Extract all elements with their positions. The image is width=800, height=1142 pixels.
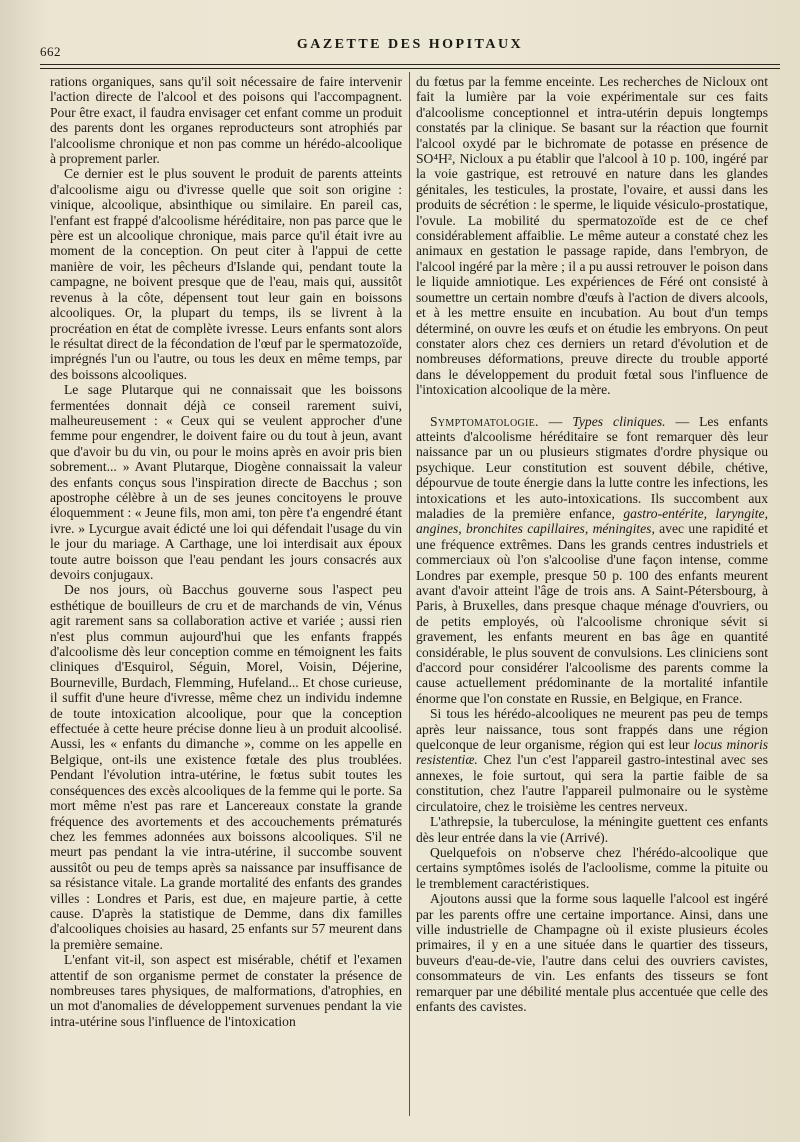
- header-rule: [40, 64, 780, 65]
- paragraph: Ce dernier est le plus souvent le produit de parents atteints d'alcoolisme aigu ou d'ivresse quelle que soit son origine : vinique, alcoolique, absinthique ou similaire. En pareil cas, l'enfant est frappé d'alcoolisme héréditaire, non pas parce que le père est un alcoolique chronique, mais parce qu'il était ivre au moment de la conception. On peut citer à l'appui de cette manière de voir, les pêcheurs d'Islande qui, pendant toute la campagne, ne boivent presque que de l'eau, mais qui, aussitôt revenus à la côte, dépensent tout leur gain en boissons alcooliques. Or, la plupart du temps, ils se livrent à la procréation en état de complète ivresse. Leurs enfants sont alors le résultat direct de la fécondation de l'œuf par le spermatozoïde, imprégnés l'un ou l'autre, ou tous les deux en même temps, par des boissons alcooliques.: [50, 166, 402, 382]
- paragraph: du fœtus par la femme enceinte. Les recherches de Nicloux ont fait la lumière par la voie expérimentale sur ces faits d'alcoolisme conceptionnel et intra-utérin depuis longtemps constatés par la clinique. Se basant sur la réaction que fournit l'alcool oxydé par le bichromate de potasse en présence de SO⁴H², Nicloux a pu établir que l'alcool à 10 p. 100, ingéré par la voie gastrique, est retrouvé en nature dans les glandes génitales, les testicules, la prostate, l'ovaire, et aussi dans les produits de sécrétion : le sperme, le liquide vésiculo-prostatique, l'ovule. La mobilité du spermatozoïde est de ce chef considérablement affaiblie. Le même auteur a constaté chez les animaux en gestation le passage rapide, dans l'embryon, de l'alcool ingéré par la mère ; il a pu aussi retrouver le poison dans le liquide amniotique. Les expériences de Féré ont consisté à soumettre un certain nombre d'œufs à l'action de divers alcools, et à les mettre ensuite en incubation. Au bout d'un temps déterminé, on ouvre les œufs et on étudie les embryons. On peut constater alors chez ces derniers un retard d'évolution et de nombreuses déformations, preuve directe du trouble apporté dans le développement du produit fœtal sous l'influence de l'intoxication alcoolique de la mère.: [416, 74, 768, 398]
- section-text: — Les enfants atteints d'alcoolisme héréditaire se font remarquer dès leur naissance par un ou plusieurs stigmates d'ordre physique ou psychique. Leur constitution est souvent débile, chétive, dépourvue de toute énergie dans la lutte contre les infections, les intoxications et les auto-intoxications. Ils succombent aux maladies de la première enfance,: [416, 413, 768, 521]
- right-column: [416, 74, 768, 1014]
- paragraph: L'enfant vit-il, son aspect est misérable, chétif et l'examen attentif de son organisme permet de constater la présence de nombreuses tares physiques, de malformations, d'atrophies, en un mot d'anomalies de développement survenues pendant la vie intra-utérine sous l'influence de l'intoxication: [50, 952, 402, 1029]
- section-text-continued: avec une rapidité et une fréquence extrêmes. Dans les grands centres industriels et commerciaux où l'on s'alcoolise d'une façon intense, comme Londres par exemple, presque 50 p. 100 des enfants meurent avant d'avoir atteint l'âge de trois ans. A Saint-Pétersbourg, à Paris, à Bruxelles, dans presque chaque ménage d'ouvriers, ou de petits employés, où l'alcoolisme chronique sévit si gravement, les enfants meurent en bas âge en quantité considérable, le plus souvent de convulsions. Les cliniciens sont d'accord pour considérer l'alcoolisme des parents comme la cause actuellement prédominante de la mortalité infantile énorme que l'on constate en Russie, en Belgique, en France.: [416, 521, 768, 706]
- latin-phrase: locus minoris resistentiæ.: [416, 737, 769, 768]
- section-heading: Symptomatologie.: [430, 413, 539, 429]
- page-header: [40, 30, 780, 60]
- paragraph-text: Si tous les hérédo-alcooliques ne meurent pas peu de temps après leur naissance, tous sont frappés dans une région quelconque de leur organisme, région qui est leur: [416, 706, 768, 753]
- section-subtitle: Types cliniques.: [572, 413, 666, 429]
- paragraph: [416, 706, 768, 814]
- paragraph: De nos jours, où Bacchus gouverne sous l'aspect peu esthétique de bouilleurs de cru et de marchands de vin, Vénus agit rarement sans sa collaboration active et variée ; aussi rien n'est plus commun aujourd'hui que les enfants frappés d'alcoolisme dès leur conception comme en témoignent les faits cliniques d'Esquirol, Séguin, Morel, Voisin, Déjerine, Bourneville, Burdach, Flemming, Hufeland... Et chose curieuse, il suffit d'une heure d'ivresse, même chez un individu indemne de toute intoxication alcoolique, pour que la conception effectuée à cette heure précise donne lieu à un produit alcoolisé. Aussi, les « enfants du dimanche », comme on les appelle en Belgique, ont-ils une existence fœtale des plus troublées. Pendant l'évolution intra-utérine, le fœtus subit toutes les conséquences des excès alcooliques de la femme qui le porte. Sa mort même n'est pas rare et Lancereaux constate la grande fréquence des avortements et des accouchements prématurés chez les femmes adonnées aux boissons alcooliques. S'il ne meurt pas pendant la vie intra-utérine, il succombe souvent aussitôt ou peu de temps après sa naissance par insuffisance de sa résistance vitale. La grande mortalité des enfants des grandes villes : Londres et Paris, est due, en majeure partie, à cette cause. D'après la statistique de Demme, dans dix familles d'alcooliques choisies au hasard, 25 enfants sur 57 meurent dans la première semaine.: [50, 582, 402, 952]
- running-title: GAZETTE DES HOPITAUX: [296, 37, 524, 52]
- paragraph: rations organiques, sans qu'il soit nécessaire de faire intervenir l'action directe de l'alcool et des poisons qui l'accompagnent. Pour être exact, il faudra envisager cet enfant comme un produit des parents dont les organes reproducteurs sont atrophiés par l'alcoolisme chronique et non pas comme un hérédo-alcoolique à proprement parler.: [50, 74, 402, 167]
- page-number: 662: [40, 44, 61, 59]
- disease-list: gastro-entérite, laryngite, angines, bronchites capillaires, méningites,: [416, 505, 768, 537]
- section-symptomatologie: [416, 414, 768, 707]
- paragraph: Le sage Plutarque qui ne connaissait que les boissons fermentées donnait déjà ce conseil rarement suivi, malheureusement : « Ceux qui se veulent approcher d'une femme pour engendrer, le doivent faire ou du tout à jeun, avant que d'avoir bu du vin, ou pour le moins après en avoir pris bien sobrement... » Avant Plutarque, Diogène connaissait la valeur des enfants conçus sous l'inspiration directe de Bacchus ; son apostrophe célèbre à un de ses jeunes concitoyens le prouve éloquemment : « Jeune fils, mon ami, ton père t'a engendré étant ivre. » Lycurgue avait édicté une loi qui défendait l'usage du vin le jour du mariage. A Carthage, une loi interdisait aux époux toute autre boisson que l'eau pendant les jours consacrés aux devoirs conjugaux.: [50, 382, 402, 582]
- left-column: [50, 74, 402, 1029]
- paragraph: Ajoutons aussi que la forme sous laquelle l'alcool est ingéré par les parents offre une certaine importance. Ainsi, dans une ville industrielle de Champagne où il existe plusieurs écoles primaires, il y en a une située dans le quartier des tisseurs, buveurs d'eau-de-vie, l'autre dans celui des ouvriers cavistes, consommateurs de vin. Les enfants des tisseurs se font remarquer par une débilité mentale plus accentuée que celle des enfants des cavistes.: [416, 891, 768, 1014]
- section-dash: —: [538, 413, 573, 429]
- column-divider: [409, 72, 410, 1116]
- header-rule-thin: [40, 68, 780, 69]
- paragraph: Quelquefois on n'observe chez l'hérédo-alcoolique que certains symptômes isolés de l'acloolisme, comme la pituite ou le tremblement caractéristiques.: [416, 844, 768, 891]
- paragraph: L'athrepsie, la tuberculose, la méningite guettent ces enfants dès leur entrée dans la vie (Arrivé).: [416, 814, 768, 845]
- paragraph-text: Chez l'un c'est l'appareil gastro-intestinal avec ses annexes, le foie surtout, qui sera la partie faible de sa constitution, chez l'autre l'appareil pulmonaire ou le système circulatoire, chez le troisième les centres nerveux.: [416, 752, 768, 814]
